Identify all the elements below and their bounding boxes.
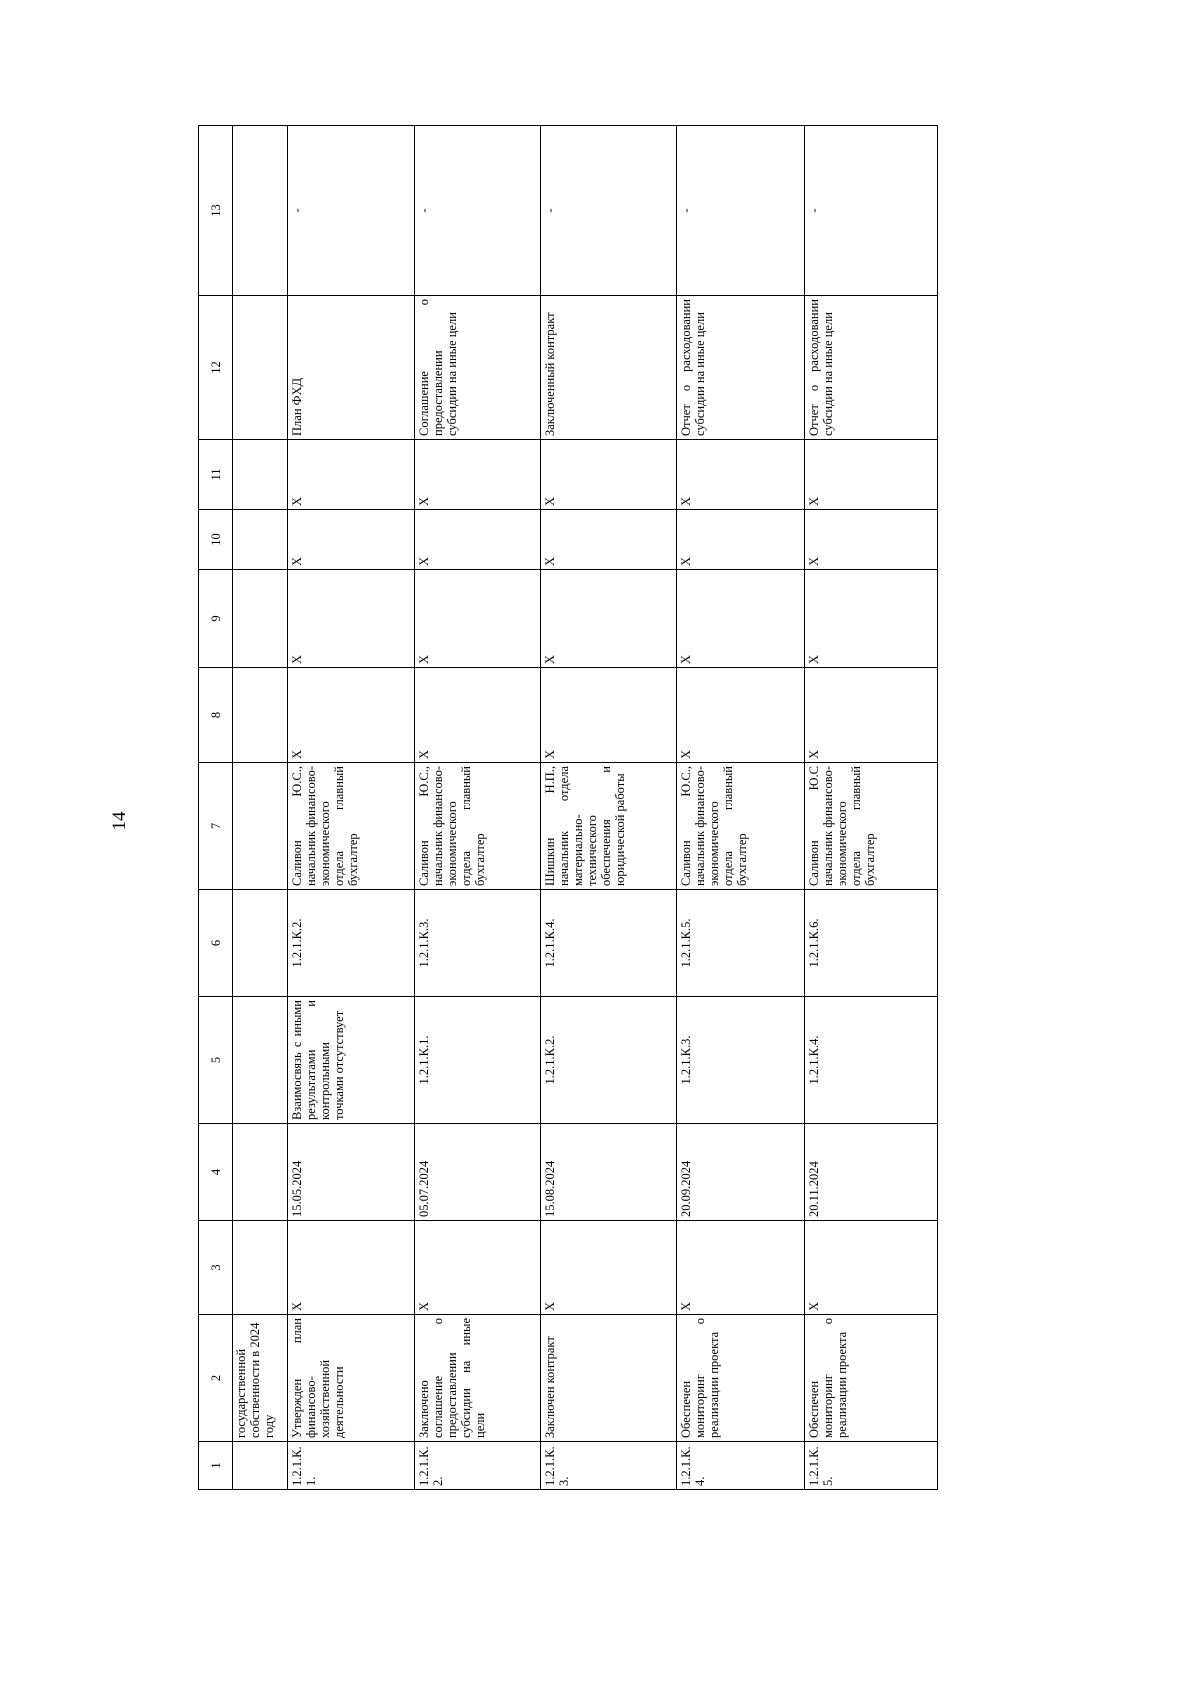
cell-col8: Х	[415, 668, 541, 763]
cell-col8: Х	[288, 668, 415, 763]
row-link: 1.2.1.К.2.	[541, 997, 677, 1124]
cell-col3: Х	[288, 1221, 415, 1315]
cell-col10: Х	[677, 510, 805, 570]
cell-col11: Х	[288, 440, 415, 510]
row-name: Утвержден план финансово-хозяйственной деятельности	[288, 1315, 415, 1442]
table-row	[677, 126, 805, 1490]
cell-col13: -	[677, 126, 805, 296]
table-cell	[233, 763, 288, 890]
row-date: 15.05.2024	[288, 1124, 415, 1221]
cell-col11: Х	[677, 440, 805, 510]
row-code: 1.2.1.К.4.	[541, 890, 677, 997]
cell-col9: Х	[415, 570, 541, 668]
column-number-row	[199, 126, 233, 1490]
cell-col10: Х	[288, 510, 415, 570]
column-number: 5	[199, 997, 233, 1124]
table-cell	[233, 126, 288, 296]
column-number: 3	[199, 1221, 233, 1315]
row-name: Обеспечен мониторинг о реализации проекта	[805, 1315, 938, 1442]
cell-col11: Х	[415, 440, 541, 510]
cell-col10: Х	[805, 510, 938, 570]
cell-col3: Х	[805, 1221, 938, 1315]
table-cell	[233, 1221, 288, 1315]
row-id: 1.2.1.К.1.	[288, 1442, 415, 1490]
cell-col8: Х	[805, 668, 938, 763]
row-document: План ФХД	[288, 296, 415, 440]
cell-col9: Х	[677, 570, 805, 668]
table-cell	[233, 1124, 288, 1221]
row-responsible: Саливон Ю.С., начальник финансово-экономического отдела главный бухгалтер	[415, 763, 541, 890]
cell-col9: Х	[288, 570, 415, 668]
continuation-text: государственной собственности в 2024 году	[233, 1315, 288, 1442]
table-cell	[233, 997, 288, 1124]
row-name: Заключен контракт	[541, 1315, 677, 1442]
column-number: 10	[199, 510, 233, 570]
row-link: 1.2.1.К.3.	[677, 997, 805, 1124]
cell-col11: Х	[541, 440, 677, 510]
row-link: Взаимосвязь с иными результатами и контрольными точками отсутствует	[288, 997, 415, 1124]
table-row	[541, 126, 677, 1490]
table-row	[415, 126, 541, 1490]
row-name: Заключено соглашение о предоставлении субсидии на иные цели	[415, 1315, 541, 1442]
row-date: 15.08.2024	[541, 1124, 677, 1221]
cell-col3: Х	[415, 1221, 541, 1315]
column-number: 9	[199, 570, 233, 668]
cell-col10: Х	[541, 510, 677, 570]
column-number: 6	[199, 890, 233, 997]
row-id: 1.2.1.К.3.	[541, 1442, 677, 1490]
row-responsible: Шишкин Н.П., начальник отдела материально-технического обеспечения и юридической работы	[541, 763, 677, 890]
row-link: 1.2.1.К.1.	[415, 997, 541, 1124]
column-number: 1	[199, 1442, 233, 1490]
row-name: Обеспечен мониторинг о реализации проекта	[677, 1315, 805, 1442]
column-number: 4	[199, 1124, 233, 1221]
row-document: Отчет о расходовании субсидии на иные цели	[677, 296, 805, 440]
row-date: 20.09.2024	[677, 1124, 805, 1221]
column-number: 7	[199, 763, 233, 890]
row-date: 20.11.2024	[805, 1124, 938, 1221]
table-cell	[233, 668, 288, 763]
cell-col3: Х	[541, 1221, 677, 1315]
row-code: 1.2.1.К.5.	[677, 890, 805, 997]
table-cell	[233, 890, 288, 997]
cell-col8: Х	[541, 668, 677, 763]
cell-col13: -	[805, 126, 938, 296]
row-document: Заключенный контракт	[541, 296, 677, 440]
row-code: 1.2.1.К.3.	[415, 890, 541, 997]
row-date: 05.07.2024	[415, 1124, 541, 1221]
cell-col10: Х	[415, 510, 541, 570]
column-number: 13	[199, 126, 233, 296]
row-id: 1.2.1.К.5.	[805, 1442, 938, 1490]
plan-table	[198, 125, 938, 1490]
column-number: 8	[199, 668, 233, 763]
cell-col13: -	[541, 126, 677, 296]
row-responsible: Саливон Ю.С., начальник финансово-экономического отдела главный бухгалтер	[677, 763, 805, 890]
page-number: 14	[109, 811, 130, 831]
table-row	[288, 126, 415, 1490]
cell-col11: Х	[805, 440, 938, 510]
cell-col3: Х	[677, 1221, 805, 1315]
table-cell	[233, 570, 288, 668]
row-id: 1.2.1.К.2.	[415, 1442, 541, 1490]
row-code: 1.2.1.К.2.	[288, 890, 415, 997]
cell-col8: Х	[677, 668, 805, 763]
table-cell	[233, 296, 288, 440]
table-row	[805, 126, 938, 1490]
column-number: 2	[199, 1315, 233, 1442]
column-number: 11	[199, 440, 233, 510]
row-link: 1.2.1.К.4.	[805, 997, 938, 1124]
column-number: 12	[199, 296, 233, 440]
row-code: 1.2.1.К.6.	[805, 890, 938, 997]
table-cell	[233, 510, 288, 570]
cell-col13: -	[288, 126, 415, 296]
cell-col9: Х	[541, 570, 677, 668]
row-document: Отчет о расходовании субсидии на иные цели	[805, 296, 938, 440]
row-responsible: Саливон Ю.С., начальник финансово-экономического отдела главный бухгалтер	[288, 763, 415, 890]
cell-col13: -	[415, 126, 541, 296]
row-responsible: Саливон Ю.С начальник финансово-экономического отдела главный бухгалтер	[805, 763, 938, 890]
plan-table-rotated	[198, 126, 937, 1490]
table-cell	[233, 440, 288, 510]
cell-col9: Х	[805, 570, 938, 668]
row-document: Соглашение о предоставлении субсидии на иные цели	[415, 296, 541, 440]
table-cell	[233, 1442, 288, 1490]
row-id: 1.2.1.К.4.	[677, 1442, 805, 1490]
continuation-row	[233, 126, 288, 1490]
